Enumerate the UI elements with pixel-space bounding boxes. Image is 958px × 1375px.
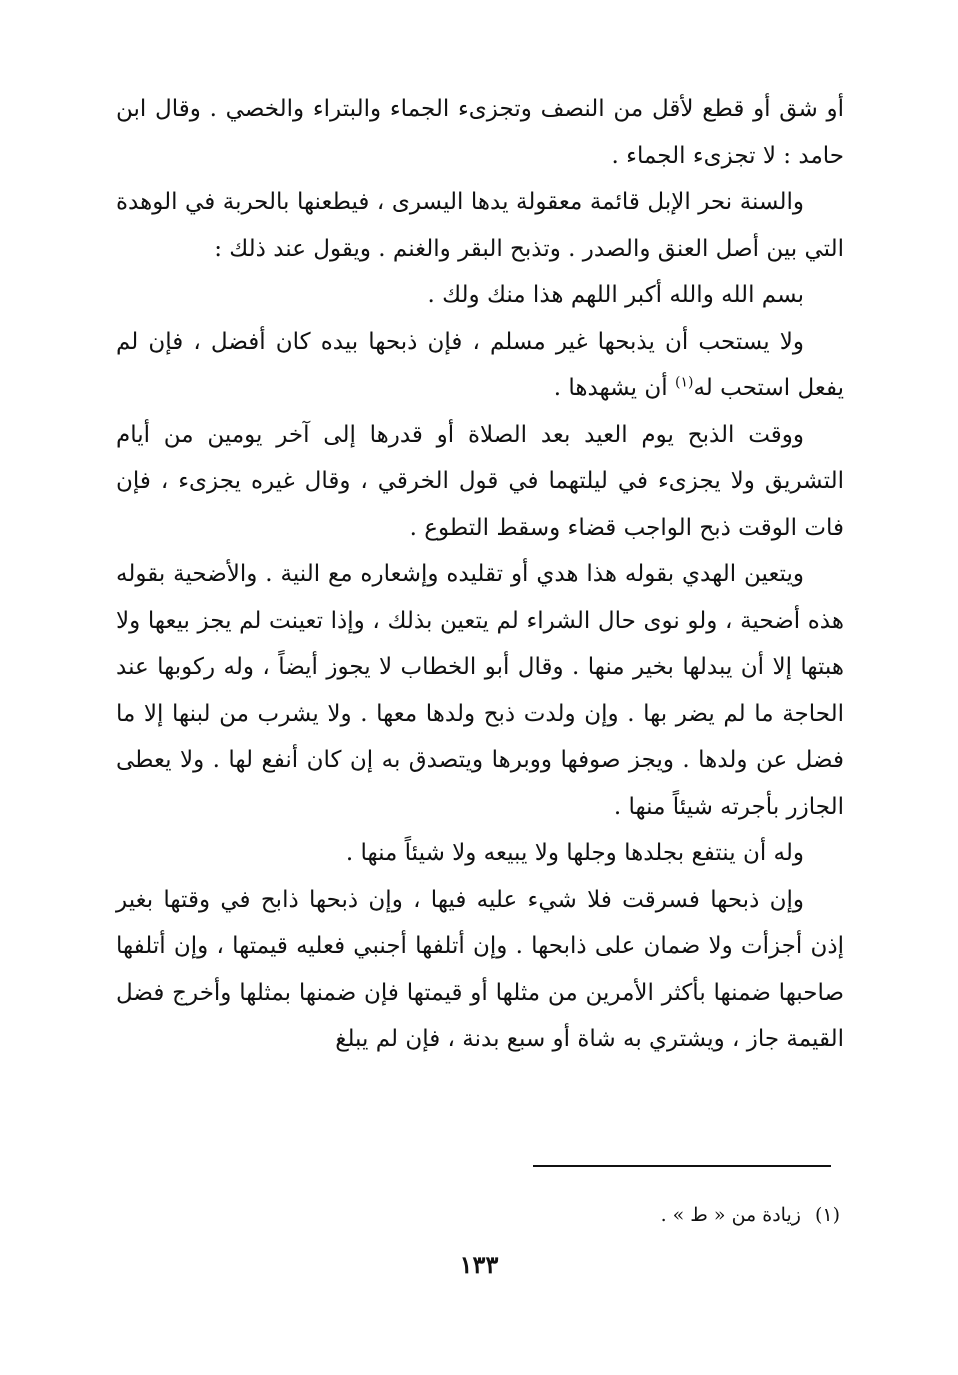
page-number: ١٣٣ (459, 1250, 499, 1279)
paragraph-6: ويتعين الهدي بقوله هذا هدي أو تقليده وإشعاره مع النية . والأضحية بقوله هذه أضحية ، ولو نوى حال الشراء لم يتعين بذلك ، وإذا تعينت لم يجز بيعها ولا هبتها إلا أن يبدلها بخير منها . وقال أبو الخطاب لا يجوز أيضاً ، وله ركوبها عند الحاجة ما لم يضر بها . وإن ولدت ذبح ولدها معها . ولا يشرب من لبنها إلا ما فضل عن ولدها . ويجز صوفها ووبرها ويتصدق به إن كان أنفع لها . ولا يعطى الجازر بأجرته شيئاً منها . (116, 561, 844, 820)
paragraph-3-blessing: بسم الله والله أكبر اللهم هذا منك ولك . (427, 282, 804, 308)
main-text (116, 86, 844, 1063)
paragraph-2: والسنة نحر الإبل قائمة معقولة يدها اليسرى ، فيطعنها بالحربة في الوهدة التي بين أصل العنق والصدر . وتذبح البقر والغنم . ويقول عند ذلك : (116, 189, 844, 262)
paragraph-4-text: ولا يستحب أن يذبحها غير مسلم ، فإن ذبحها بيده كان أفضل ، فإن لم يفعل استحب له (116, 328, 844, 401)
footnote-divider (533, 1165, 831, 1167)
footnote-text: زيادة من « ط » . (660, 1204, 801, 1226)
footnote (140, 1200, 840, 1230)
footnote-number: (١) (814, 1204, 840, 1226)
paragraph-7: وله أن ينتفع بجلدها وجلها ولا يبيعه ولا شيئاً منها . (345, 840, 804, 866)
paragraph-8: وإن ذبحها فسرقت فلا شيء عليه فيها ، وإن ذبحها ذابح في وقتها بغير إذن أجزأت ولا ضمان على ذابحها . وإن أتلفها أجنبي فعليه قيمتها ، وإن أتلفها صاحبها ضمنها بأكثر الأمرين من مثلها أو قيمتها فإن ضمنها بمثلها وأخرج فضل القيمة جاز ، ويشتري به شاة أو سبع بدنة ، فإن لم يبلغ (116, 886, 844, 1052)
paragraph-4 (116, 319, 844, 412)
paragraph-1: أو شق أو قطع لأقل من النصف وتجزىء الجماء والبتراء والخصي . وقال ابن حامد : لا تجزىء الجماء . (116, 96, 844, 169)
paragraph-5: ووقت الذبح يوم العيد بعد الصلاة أو قدرها إلى آخر يومين من أيام التشريق ولا يجزىء في ليلتهما في قول الخرقي ، وقال غيره يجزىء ، فإن فات الوقت ذبح الواجب قضاء وسقط التطوع . (116, 421, 844, 541)
paragraph-4-tail: أن يشهدها . (553, 375, 675, 401)
footnote-marker: (١) (674, 374, 694, 391)
